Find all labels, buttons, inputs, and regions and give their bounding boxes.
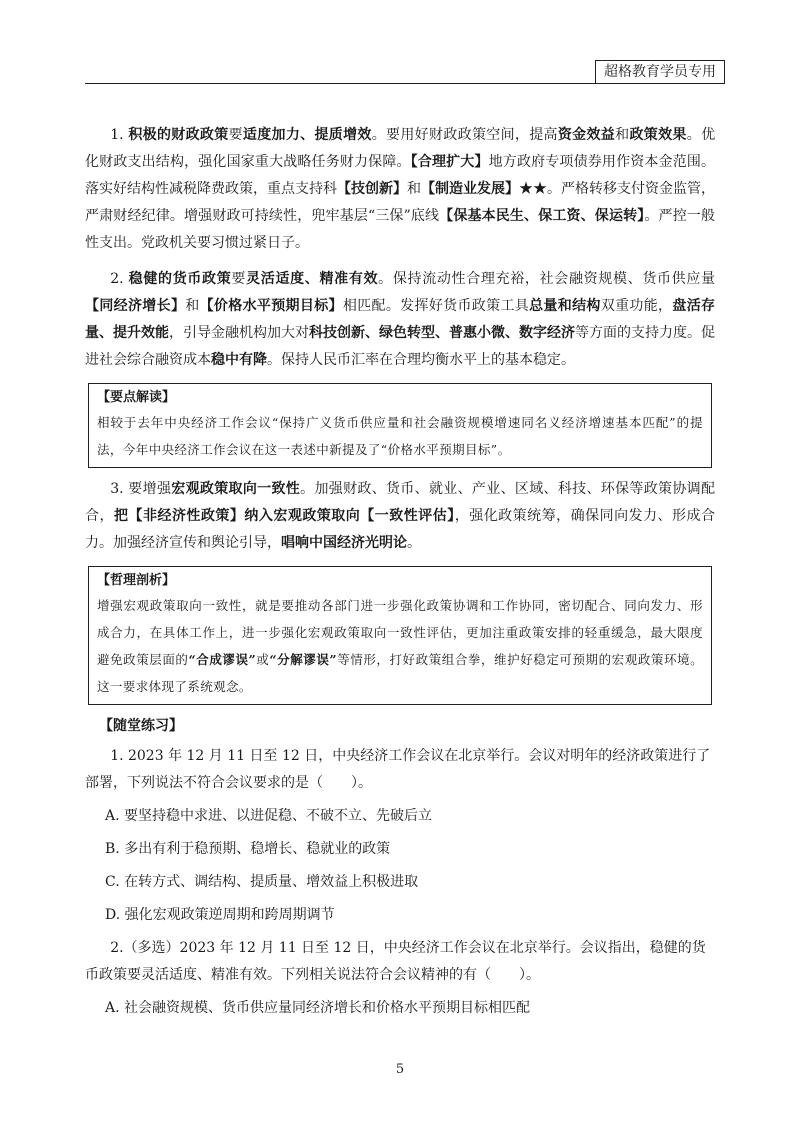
emphasis-run-3: 把【非经济性政策】纳入宏观政策取向【一致性评估】 — [113, 508, 455, 524]
text-run-6: 。 — [407, 535, 421, 551]
text-run-14: ★★。严格转移支付资金监管，严肃财经纪律。增强财政可持续性，兜牢基层“三保”底线 — [85, 181, 715, 224]
text-run-0: 3. 要增强 — [110, 481, 172, 497]
analysis-text-before: 增强宏观政策取向一致性，就是要推动各部门进一步强化政策协调和工作协同，密切配合、同向发力、形成合力，在具体工作上，进一步强化宏观政策取向一致性评估，更加注重政策安排的轻重缓急，最大限度避免政策层面的 — [97, 598, 703, 667]
header-divider — [85, 83, 725, 84]
text-run-16: 。保持人民币汇率在合理均衡水平上的基本稳定。 — [267, 352, 575, 368]
text-run-16: 。严控一般性支出。党政机关要习惯过紧日子。 — [85, 208, 715, 251]
header-tag: 超格教育学员专用 — [595, 60, 725, 84]
emphasis-run-13: 【制造业发展】 — [421, 181, 519, 197]
philosophy-analysis-title: 【哲理剖析】 — [97, 573, 176, 588]
emphasis-run-15: 【保基本民生、保工资、保运转】 — [439, 208, 645, 224]
analysis-text-after: 等情形，打好政策组合拳，维护好稳定可预期的宏观政策环境。这一要求体现了系统观念。 — [97, 652, 704, 694]
key-points-body: 相较于去年中央经济工作会议“保持广义货币供应量和社会融资规模增速同名义经济增速基本匹配”的提法，今年中央经济工作会议在这一表述中新提及了“价格水平预期目标”。 — [97, 415, 703, 457]
page-content — [85, 122, 715, 1028]
text-run-10: 双重功能， — [600, 298, 673, 314]
text-run-6: 和 — [185, 298, 200, 314]
text-run-12: 和 — [407, 181, 421, 197]
emphasis-run-5: 资金效益 — [557, 127, 616, 143]
emphasis-run-11: 【技创新】 — [337, 181, 407, 197]
paragraph-monetary-policy — [85, 266, 715, 374]
text-run-0: 1. — [110, 127, 129, 143]
question-1-option-a: A. 要坚持稳中求进、以进促稳、不破不立、先破后立 — [105, 808, 433, 824]
text-run-14: 等方面的支持力度。促进社会综合融资成本 — [85, 325, 715, 368]
emphasis-run-7: 【价格水平预期目标】 — [199, 298, 343, 314]
emphasis-run-3: 适度加力、提质增效 — [242, 127, 372, 143]
question-2: 2.（多选）2023 年 12 月 11 日至 12 日，中央经济工作会议在北京举行。会议指出，稳健的货币政策要灵活适度、精准有效。下列相关说法符合会议精神的有（ ）。 — [85, 940, 706, 983]
text-run-8: 。优化财政支出结构，强化国家重大战略任务财力保障。 — [85, 127, 716, 170]
analysis-term-decomposition-fallacy: “分解谬误” — [269, 652, 338, 667]
emphasis-run-1: 宏观政策取向一致性 — [171, 481, 301, 497]
paragraph-policy-consistency — [85, 476, 715, 557]
text-run-8: 相匹配。发挥好货币政策工具 — [342, 298, 530, 314]
analysis-text-mid: 或 — [256, 652, 270, 667]
analysis-term-synthesis-fallacy: “合成谬误” — [188, 652, 257, 667]
text-run-2: 要 — [228, 127, 243, 143]
emphasis-run-15: 稳中有降 — [211, 352, 267, 368]
text-run-0: 2. — [110, 271, 129, 287]
philosophy-analysis-body — [97, 592, 703, 700]
text-run-12: ，引导金融机构加大对 — [169, 325, 309, 341]
question-1-option-c: C. 在转方式、调结构、提质量、增效益上积极进取 — [105, 874, 419, 890]
emphasis-run-1: 积极的财政政策 — [128, 127, 229, 143]
practice-title: 【随堂练习】 — [99, 718, 183, 734]
key-points-title: 【要点解读】 — [97, 390, 176, 405]
text-run-6: 和 — [615, 127, 630, 143]
text-run-4: 。要用好财政政策空间，提高 — [371, 127, 558, 143]
question-1-option-b: B. 多出有利于稳预期、稳增长、稳就业的政策 — [105, 841, 391, 857]
emphasis-run-9: 总量和结构 — [529, 298, 601, 314]
text-run-2: 。加强财政、货币、就业、产业、区域、科技、环保等政策协调配合， — [85, 481, 716, 524]
emphasis-run-5: 【同经济增长】 — [85, 298, 186, 314]
emphasis-run-5: 唱响中国经济光明论 — [281, 535, 407, 551]
emphasis-run-11: 盘活存量、提升效能 — [85, 298, 716, 341]
emphasis-run-7: 政策效果 — [629, 127, 687, 143]
question-1-option-d: D. 强化宏观政策逆周期和跨周期调节 — [105, 907, 335, 923]
emphasis-run-1: 稳健的货币政策 — [128, 271, 232, 287]
text-run-4: ，强化政策统筹，确保同向发力、形成合力。加强经济宣传和舆论引导， — [85, 508, 716, 551]
page-number: 5 — [395, 1062, 405, 1077]
emphasis-run-9: 【合理扩大】 — [410, 154, 489, 170]
emphasis-run-3: 灵活适度、精准有效 — [246, 271, 379, 287]
philosophy-analysis-box — [88, 566, 712, 705]
emphasis-run-13: 科技创新、绿色转型、普惠小微、数字经济 — [309, 325, 575, 341]
question-1: 1. 2023 年 12 月 11 日至 12 日，中央经济工作会议在北京举行。会议对明年的经济政策进行了部署，下列说法不符合会议要求的是（ ）。 — [85, 748, 711, 791]
paragraph-fiscal-policy — [85, 122, 715, 257]
text-run-4: 。保持流动性合理充裕，社会融资规模、货币供应量 — [378, 271, 716, 287]
key-points-box — [88, 383, 712, 468]
text-run-2: 要 — [231, 271, 247, 287]
text-run-10: 地方政府专项债券用作资本金范围。落实好结构性减税降费政策，重点支持科 — [85, 154, 716, 197]
question-2-option-a: A. 社会融资规模、货币供应量同经济增长和价格水平预期目标相匹配 — [105, 1000, 531, 1016]
